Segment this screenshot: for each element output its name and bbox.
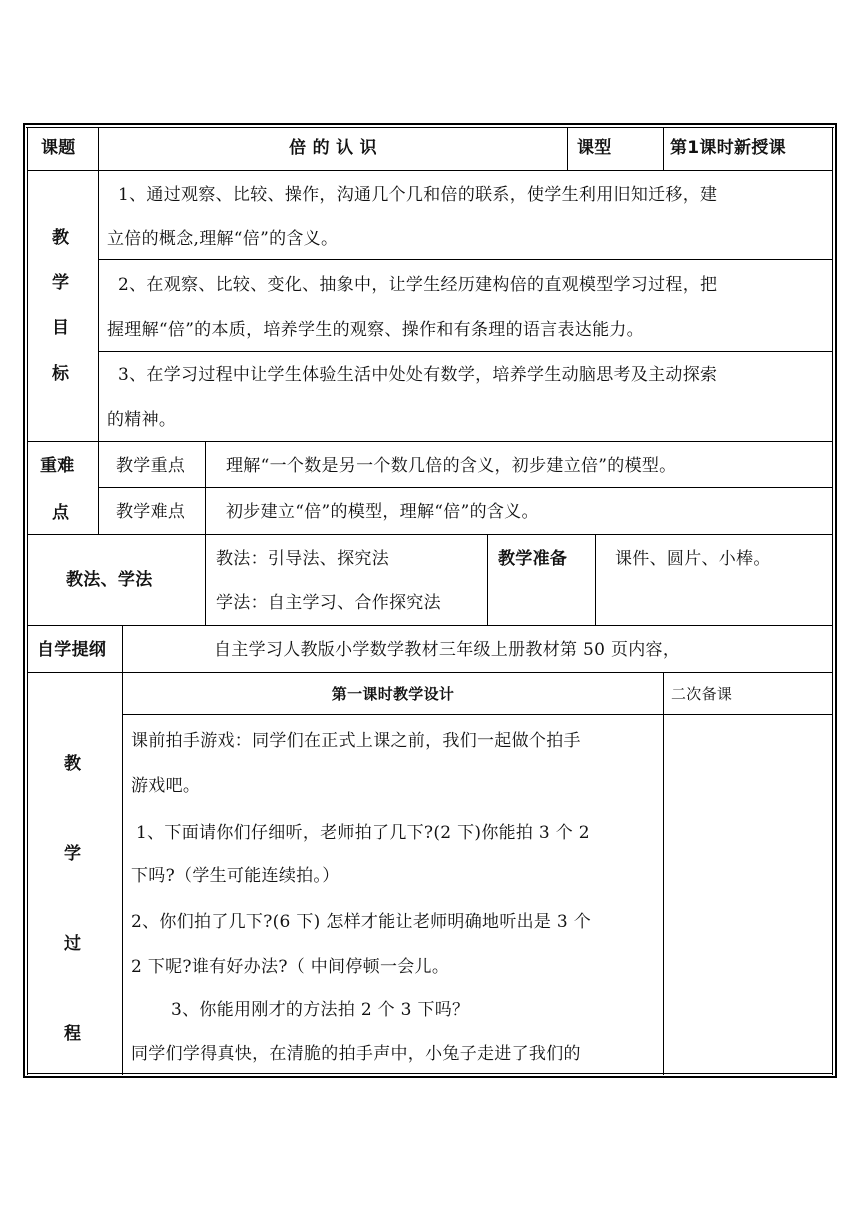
process-line: 同学们学得真快，在清脆的拍手声中，小兔子走进了我们的 xyxy=(131,1044,581,1064)
row-line xyxy=(27,441,833,442)
col-line xyxy=(663,672,664,1075)
col-line xyxy=(663,127,664,171)
col-line xyxy=(487,534,488,626)
process-label-4: 程 xyxy=(64,1024,82,1044)
col-line xyxy=(567,127,568,171)
process-line: 2、你们拍了几下?(6 下) 怎样才能让老师明确地听出是 3 个 xyxy=(131,912,592,932)
goal-3-line-1: 3、在学习过程中让学生体验生活中处处有数学，培养学生动脑思考及主动探索 xyxy=(118,365,718,385)
goals-label-3: 目 xyxy=(52,318,70,338)
focus-label: 教学重点 xyxy=(116,456,186,476)
frame-bottom xyxy=(23,1076,837,1078)
col-line xyxy=(205,441,206,535)
design-title: 第一课时教学设计 xyxy=(331,685,455,703)
type-label: 课型 xyxy=(577,138,612,158)
self-study-label: 自学提纲 xyxy=(37,640,107,660)
row-line xyxy=(99,259,833,260)
frame-left xyxy=(23,123,25,1078)
second-prep-label: 二次备课 xyxy=(671,685,733,703)
difficulty-label: 教学难点 xyxy=(116,502,186,522)
process-label-1: 教 xyxy=(64,754,82,774)
goals-label-4: 标 xyxy=(52,364,70,384)
goal-1-line-1: 1、通过观察、比较、操作，沟通几个几和倍的联系，使学生利用旧知迁移，建 xyxy=(118,185,718,205)
goal-1-line-2: 立倍的概念,理解“倍”的含义。 xyxy=(107,229,339,249)
frame-left-inner xyxy=(27,127,28,1075)
lesson-type: 第1课时新授课 xyxy=(670,138,786,158)
topic-title: 倍 的 认 识 xyxy=(289,138,377,158)
frame-bottom-inner xyxy=(27,1073,833,1074)
prep-content: 课件、圆片、小棒。 xyxy=(615,549,771,569)
self-study-content: 自主学习人教版小学数学教材三年级上册教材第 50 页内容， xyxy=(214,640,681,660)
row-line xyxy=(27,672,833,673)
col-line xyxy=(595,534,596,626)
col-line xyxy=(205,534,206,626)
goals-label-1: 教 xyxy=(52,228,70,248)
row-line xyxy=(27,534,833,535)
process-line: 下吗?（学生可能连续拍。） xyxy=(131,866,340,886)
keypoints-label-1: 重难 xyxy=(40,456,75,476)
col-line xyxy=(98,170,99,535)
keypoints-label-2: 点 xyxy=(52,503,70,523)
frame-right-inner xyxy=(832,127,833,1075)
row-line xyxy=(27,170,833,171)
process-label-3: 过 xyxy=(64,934,82,954)
goal-2-line-1: 2、在观察、比较、变化、抽象中，让学生经历建构倍的直观模型学习过程，把 xyxy=(118,275,718,295)
row-line xyxy=(99,487,833,488)
difficulty-content: 初步建立“倍”的模型，理解“倍”的含义。 xyxy=(226,502,539,522)
topic-label: 课题 xyxy=(41,138,76,158)
frame-right xyxy=(835,123,837,1078)
focus-content: 理解“一个数是另一个数几倍的含义，初步建立倍”的模型。 xyxy=(226,456,677,476)
teaching-method: 教法：引导法、探究法 xyxy=(216,549,389,569)
goal-3-line-2: 的精神。 xyxy=(107,410,177,430)
frame-top xyxy=(23,123,837,125)
row-line xyxy=(27,625,833,626)
process-line: 游戏吧。 xyxy=(131,776,201,796)
row-line xyxy=(99,351,833,352)
process-line: 1、下面请你们仔细听，老师拍了几下?(2 下)你能拍 3 个 2 xyxy=(136,823,590,843)
frame-top-inner xyxy=(26,127,834,128)
goal-2-line-2: 握理解“倍”的本质，培养学生的观察、操作和有条理的语言表达能力。 xyxy=(107,320,644,340)
learning-method: 学法：自主学习、合作探究法 xyxy=(216,593,441,613)
prep-label: 教学准备 xyxy=(498,549,568,569)
process-label-2: 学 xyxy=(64,844,82,864)
process-line: 课前拍手游戏：同学们在正式上课之前，我们一起做个拍手 xyxy=(131,731,581,751)
methods-label: 教法、学法 xyxy=(66,570,153,590)
row-line xyxy=(123,714,833,715)
goals-label-2: 学 xyxy=(52,273,70,293)
process-line: 2 下呢?谁有好办法?（ 中间停顿一会儿。 xyxy=(131,957,450,977)
process-line: 3、你能用刚才的方法拍 2 个 3 下吗？ xyxy=(171,1000,470,1020)
